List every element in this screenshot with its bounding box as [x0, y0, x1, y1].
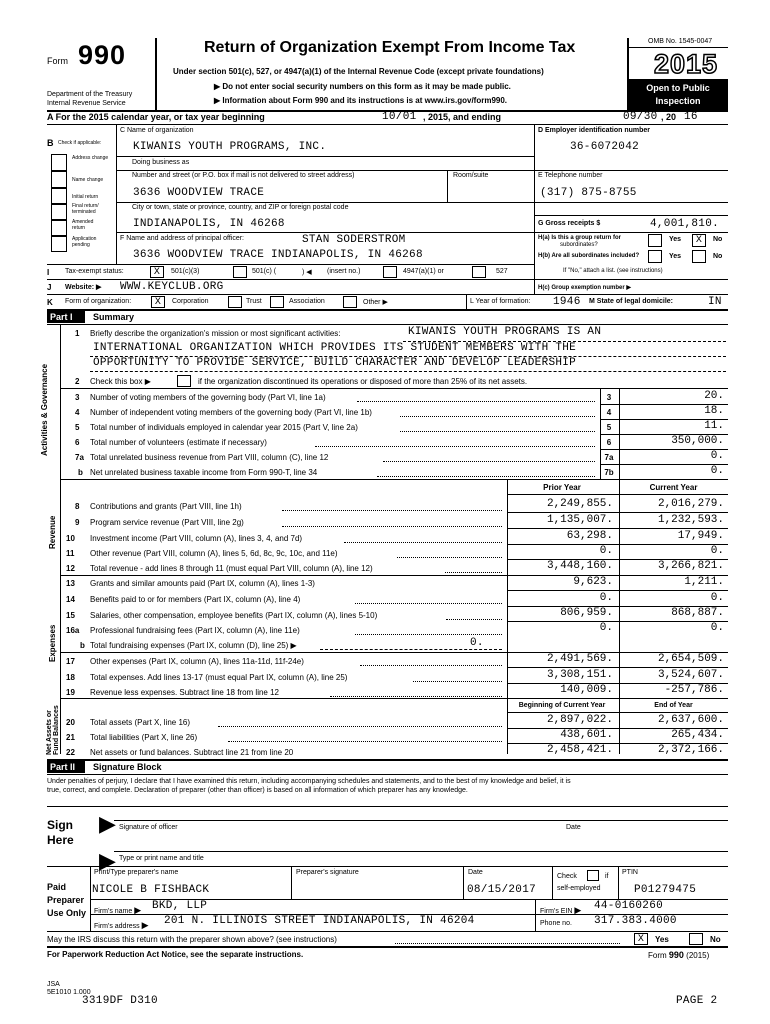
- ein-value: 36-6072042: [570, 141, 640, 153]
- checkbox-address-change[interactable]: [51, 154, 67, 171]
- sig-officer-label: Signature of officer: [119, 824, 178, 831]
- dba-label: Doing business as: [132, 159, 190, 166]
- status-4947-checkbox[interactable]: [383, 266, 397, 278]
- exp-line-label: Other expenses (Part IX, column (A), lines 11a-11d, 11f-24e): [90, 657, 304, 666]
- discuss-no-checkbox[interactable]: [689, 933, 703, 945]
- form-footer: Form 990 (2015): [648, 950, 710, 960]
- prep-check-label: Check: [557, 873, 577, 880]
- form-label: Form: [47, 56, 68, 66]
- exp-line-prior: 806,959.: [560, 607, 613, 619]
- form-title: Return of Organization Exempt From Income Tax: [204, 39, 576, 56]
- mission-line-3: OPPORTUNITY TO PROVIDE SERVICE, BUILD CHARACTER AND DEVELOP LEADERSHIP: [93, 357, 577, 369]
- exp-line-current: 2,654,509.: [657, 653, 724, 665]
- line-a-mid: , 2015, and ending: [423, 112, 502, 122]
- rev-line-label: Investment income (Part VIII, column (A), lines 3, 4, and 7d): [90, 534, 303, 543]
- rev-line-prior: 0.: [599, 545, 613, 557]
- line-k-label: K: [47, 298, 53, 307]
- firm-name-label: Firm's name ▶: [94, 905, 142, 915]
- mission-line-1: KIWANIS YOUTH PROGRAMS IS AN: [408, 326, 602, 338]
- line-1-num: 1: [75, 329, 80, 338]
- gov-line-num: 5: [75, 423, 80, 432]
- corporation-label: Corporation: [172, 298, 209, 305]
- exp-line-prior: 3,308,151.: [546, 669, 613, 681]
- exp-line-current: 3,524,607.: [657, 669, 724, 681]
- line-16b-label: Total fundraising expenses (Part IX, column (D), line 25) ▶: [90, 641, 297, 650]
- rev-line-num: 8: [75, 502, 80, 511]
- open-to-public-badge: Open to Public Inspection: [628, 79, 728, 110]
- jsa-label: JSA: [47, 981, 60, 988]
- gov-line-box: 7a: [604, 453, 614, 462]
- prep-date-label: Date: [468, 869, 483, 876]
- label-application-pending: Application pending: [72, 236, 97, 248]
- line-a-label: A For the 2015 calendar year, or tax year beginning: [47, 112, 265, 122]
- corporation-checkbox[interactable]: X: [151, 296, 165, 308]
- firm-address-label: Firm's address ▶: [94, 920, 149, 930]
- tax-year-end: 09/30: [623, 111, 658, 123]
- sign-arrow-icon-2: ▶: [99, 848, 116, 873]
- sign-arrow-icon: ▶: [99, 811, 116, 836]
- rev-line-label: Program service revenue (Part VIII, line 2g): [90, 518, 244, 527]
- line-2-label-b: if the organization discontinued its operations or disposed of more than 25% of its net assets.: [198, 377, 528, 386]
- status-501c3-checkbox[interactable]: X: [150, 266, 164, 278]
- gov-line-num: 3: [75, 393, 80, 402]
- discuss-yes-checkbox[interactable]: X: [634, 933, 648, 945]
- firm-ein: 44-0160260: [594, 900, 664, 912]
- firm-address: 201 N. ILLINOIS STREET INDIANAPOLIS, IN 46204: [164, 915, 475, 927]
- gov-line-num: 4: [75, 408, 80, 417]
- checkbox-final-return[interactable]: [51, 204, 67, 220]
- discontinued-checkbox[interactable]: [177, 375, 191, 387]
- hb-no-label: No: [713, 253, 723, 260]
- label-initial-return: Initial return: [72, 194, 99, 200]
- firm-ein-label: Firm's EIN ▶: [540, 905, 582, 915]
- mission-line-2: INTERNATIONAL ORGANIZATION WHICH PROVIDES ITS STUDENT MEMBERS WITH THE: [93, 342, 577, 354]
- hb-no-checkbox[interactable]: [692, 250, 706, 263]
- other-checkbox[interactable]: [343, 296, 357, 308]
- checkbox-amended-return[interactable]: [51, 220, 67, 236]
- rev-line-num: 10: [66, 534, 75, 543]
- status-501c-checkbox[interactable]: [233, 266, 247, 278]
- exp-line-current: 0.: [710, 622, 724, 634]
- exp-line-current: 1,211.: [684, 576, 724, 588]
- section-b-check-label: Check if applicable:: [58, 140, 102, 146]
- city-label: City or town, state or province, country, and ZIP or foreign postal code: [132, 204, 349, 211]
- gov-line-label: Total unrelated business revenue from Part VIII, column (C), line 12: [90, 453, 329, 462]
- preparer-ptin: P01279475: [634, 884, 697, 896]
- gov-line-label: Number of voting members of the governing body (Part VI, line 1a): [90, 393, 326, 402]
- exp-line-prior: 140,009.: [560, 684, 613, 696]
- instruction-website: ▶ Information about Form 990 and its instructions is at www.irs.gov/form990.: [214, 96, 508, 105]
- officer-name: STAN SODERSTROM: [302, 234, 406, 246]
- section-b-label: B: [47, 138, 54, 148]
- preparer-phone: 317.383.4000: [594, 915, 677, 927]
- gov-line-box: 7b: [604, 468, 614, 477]
- rev-line-prior: 2,249,855.: [546, 498, 613, 510]
- form-subtitle: Under section 501(c), 527, or 4947(a)(1) of the Internal Revenue Code (except private foundations): [173, 67, 544, 76]
- rev-line-prior: 3,448,160.: [546, 560, 613, 572]
- exp-line-prior: 0.: [599, 622, 613, 634]
- exp-line-prior: 0.: [599, 592, 613, 604]
- gov-line-box: 4: [606, 408, 612, 417]
- rev-line-label: Contributions and grants (Part VIII, line 1h): [90, 502, 242, 511]
- state-domicile-label: M State of legal domicile:: [589, 298, 674, 305]
- penalty-statement-2: true, correct, and complete. Declaration of preparer (other than officer) is based on all information of which preparer has any knowledge.: [47, 787, 468, 794]
- status-4947-label: 4947(a)(1) or: [403, 268, 444, 275]
- prep-sig-label: Preparer's signature: [296, 869, 359, 876]
- ha-no-checkbox[interactable]: X: [692, 234, 706, 247]
- line-2-num: 2: [75, 377, 80, 386]
- line-j-label: J: [47, 283, 52, 292]
- exp-line-prior: 9,623.: [573, 576, 613, 588]
- state-domicile-value: IN: [708, 296, 722, 308]
- gov-line-label: Net unrelated business taxable income from Form 990-T, line 34: [90, 468, 318, 477]
- exp-line-num: 15: [66, 611, 75, 620]
- net-line-current: 2,372,166.: [657, 744, 724, 756]
- rev-line-current: 0.: [710, 545, 724, 557]
- status-501c-close: ) ◀: [302, 269, 312, 276]
- status-501c-label: 501(c) (: [252, 268, 277, 275]
- net-line-label: Total liabilities (Part X, line 26): [90, 733, 198, 742]
- exp-line-label: Total expenses. Add lines 13-17 (must equal Part IX, column (A), line 25): [90, 673, 348, 682]
- other-label: Other ▶: [363, 299, 388, 306]
- department-line-2: Internal Revenue Service: [47, 100, 126, 107]
- exp-line-num: 18: [66, 673, 75, 682]
- rev-line-current: 2,016,279.: [657, 498, 724, 510]
- gov-line-num: b: [78, 468, 83, 477]
- here-label: Here: [47, 833, 74, 847]
- ptin-label: PTIN: [622, 869, 638, 876]
- part-ii-tag: Part II: [47, 761, 85, 773]
- col-current-year: Current Year: [649, 483, 698, 492]
- batch-code: 3319DF D310: [82, 995, 158, 1007]
- label-name-change: Name change: [72, 177, 104, 183]
- label-address-change: Address change: [72, 155, 109, 161]
- discuss-no-label: No: [710, 935, 721, 944]
- gov-line-num: 7a: [75, 453, 84, 462]
- exp-line-num: 14: [66, 595, 75, 604]
- gov-line-label: Total number of volunteers (estimate if necessary): [90, 438, 267, 447]
- ha-yes-label: Yes: [669, 236, 682, 243]
- prep-if-label: if: [605, 873, 609, 880]
- form-org-label: Form of organization:: [65, 298, 132, 305]
- status-527-label: 527: [496, 268, 508, 275]
- hb-yes-label: Yes: [669, 253, 682, 260]
- hc-label: H(c) Group exemption number ▶: [538, 285, 631, 291]
- tax-status-label: Tax-exempt status:: [65, 268, 124, 275]
- paperwork-notice: For Paperwork Reduction Act Notice, see the separate instructions.: [47, 950, 304, 959]
- rev-line-current: 1,232,593.: [657, 514, 724, 526]
- tax-year-begin: 10/01: [382, 111, 417, 123]
- net-line-label: Total assets (Part X, line 16): [90, 718, 191, 727]
- page-number: PAGE 2: [676, 995, 718, 1007]
- col-prior-year: Prior Year: [543, 483, 581, 492]
- preparer-name: NICOLE B FISHBACK: [92, 884, 210, 896]
- net-line-num: 21: [66, 733, 75, 742]
- section-c-name-label: C Name of organization: [120, 127, 194, 134]
- status-527-checkbox[interactable]: [472, 266, 486, 278]
- status-501c3-label: 501(c)(3): [171, 268, 200, 275]
- street-label: Number and street (or P.O. box if mail is not delivered to street address): [132, 172, 355, 179]
- ha-label-2: subordinates?: [560, 242, 598, 248]
- exp-line-label: Professional fundraising fees (Part IX, column (A), line 11e): [90, 626, 300, 635]
- line-a-yr-prefix: , 20: [661, 112, 677, 122]
- form-number: 990: [78, 40, 127, 70]
- phone-value: (317) 875-8755: [540, 187, 637, 199]
- sig-date-label: Date: [566, 824, 581, 831]
- gov-line-label: Number of independent voting members of the governing body (Part VI, line 1b): [90, 408, 372, 417]
- omb-number: OMB No. 1545-0047: [648, 38, 713, 45]
- ein-label: D Employer identification number: [538, 127, 651, 134]
- rev-line-prior: 63,298.: [566, 530, 613, 542]
- rev-line-prior: 1,135,007.: [546, 514, 613, 526]
- exp-line-current: 0.: [710, 592, 724, 604]
- net-line-prior: 438,601.: [560, 729, 613, 741]
- phone-label: E Telephone number: [538, 172, 603, 179]
- phone-no-label: Phone no.: [540, 920, 572, 927]
- line-16b-value: 0.: [470, 637, 484, 649]
- website-value: WWW.KEYCLUB.ORG: [120, 281, 224, 293]
- net-line-num: 20: [66, 718, 75, 727]
- association-checkbox[interactable]: [270, 296, 284, 308]
- org-street: 3636 WOODVIEW TRACE: [133, 187, 265, 199]
- label-final-return: Final return/ terminated: [72, 203, 99, 215]
- rev-line-num: 12: [66, 564, 75, 573]
- jsa-code: 5E1010 1.000: [47, 989, 91, 996]
- discuss-yes-label: Yes: [655, 935, 669, 944]
- rev-line-current: 17,949.: [677, 530, 724, 542]
- net-line-current: 265,434.: [671, 729, 724, 741]
- association-label: Association: [289, 298, 325, 305]
- ha-no-label: No: [713, 236, 723, 243]
- col-end-year: End of Year: [654, 702, 693, 709]
- net-line-prior: 2,897,022.: [546, 714, 613, 726]
- gross-receipts-value: 4,001,810.: [650, 218, 720, 230]
- year-formation-label: L Year of formation:: [470, 298, 531, 305]
- gov-line-label: Total number of individuals employed in calendar year 2015 (Part V, line 2a): [90, 423, 358, 432]
- trust-label: Trust: [246, 298, 262, 305]
- website-label: Website: ▶: [65, 284, 102, 291]
- side-label-revenue: Revenue: [48, 515, 57, 549]
- gov-line-value: 0.: [710, 465, 724, 477]
- hb-label: H(b) Are all subordinates included?: [538, 253, 640, 259]
- side-label-governance: Activities & Governance: [40, 363, 49, 456]
- ha-yes-checkbox[interactable]: [648, 234, 662, 247]
- gov-line-box: 5: [606, 423, 612, 432]
- exp-line-current: 868,887.: [671, 607, 724, 619]
- preparer-date: 08/15/2017: [467, 884, 537, 896]
- gov-line-box: 6: [606, 438, 612, 447]
- firm-name: BKD, LLP: [152, 900, 208, 912]
- penalty-statement-1: Under penalties of perjury, I declare that I have examined this return, including accompanying schedules and statements, and to the best of my knowledge and belief, it is: [47, 778, 571, 785]
- department-line-1: Department of the Treasury: [47, 91, 133, 98]
- line-i-label: I: [47, 268, 50, 277]
- net-line-current: 2,637,600.: [657, 714, 724, 726]
- instruction-ssn: ▶ Do not enter social security numbers on this form as it may be made public.: [214, 82, 511, 91]
- net-line-num: 22: [66, 748, 75, 757]
- net-line-label: Net assets or fund balances. Subtract line 21 from line 20: [90, 748, 294, 757]
- line-1-label: Briefly describe the organization's mission or most significant activities:: [90, 329, 341, 338]
- checkbox-initial-return[interactable]: [51, 188, 67, 204]
- gov-line-box: 3: [606, 393, 612, 402]
- line-16b-num: b: [80, 641, 85, 650]
- ha-label: H(a) Is this a group return for: [538, 235, 622, 241]
- side-label-expenses: Expenses: [48, 624, 57, 662]
- officer-label: F Name and address of principal officer:: [120, 235, 244, 242]
- tax-year-badge: 2015: [654, 49, 719, 79]
- rev-line-label: Other revenue (Part VIII, column (A), lines 5, 6d, 8c, 9c, 10c, and 11e): [90, 549, 338, 558]
- year-formation-value: 1946: [553, 296, 581, 308]
- col-beginning-year: Beginning of Current Year: [518, 702, 606, 709]
- exp-line-num: 16a: [66, 626, 80, 635]
- exp-line-label: Grants and similar amounts paid (Part IX, column (A), lines 1-3): [90, 579, 315, 588]
- exp-line-prior: 2,491,569.: [546, 653, 613, 665]
- org-name: KIWANIS YOUTH PROGRAMS, INC.: [133, 141, 327, 153]
- net-line-prior: 2,458,421.: [546, 744, 613, 756]
- exp-line-current: -257,786.: [664, 684, 724, 696]
- insert-no-label: (insert no.): [327, 268, 361, 275]
- paid-label: Paid: [47, 882, 67, 892]
- room-label: Room/suite: [453, 172, 489, 179]
- type-name-label: Type or print name and title: [119, 855, 204, 862]
- tax-year-end-yr: 16: [684, 111, 698, 123]
- gov-line-value: 18.: [704, 405, 724, 417]
- exp-line-num: 17: [66, 657, 75, 666]
- discuss-question: May the IRS discuss this return with the preparer shown above? (see instructions): [47, 935, 337, 944]
- hb-yes-checkbox[interactable]: [648, 250, 662, 263]
- exp-line-num: 13: [66, 579, 75, 588]
- org-city: INDIANAPOLIS, IN 46268: [133, 218, 285, 230]
- checkbox-application-pending[interactable]: [51, 236, 67, 252]
- officer-address: 3636 WOODVIEW TRACE INDIANAPOLIS, IN 46268: [133, 249, 423, 261]
- exp-line-label: Salaries, other compensation, employee benefits (Part IX, column (A), lines 5-10): [90, 611, 378, 620]
- gov-line-value: 350,000.: [671, 435, 724, 447]
- self-employed-checkbox[interactable]: [587, 870, 599, 881]
- rev-line-label: Total revenue - add lines 8 through 11 (must equal Part VIII, column (A), line 12): [90, 564, 373, 573]
- gov-line-num: 6: [75, 438, 80, 447]
- rev-line-current: 3,266,821.: [657, 560, 724, 572]
- trust-checkbox[interactable]: [228, 296, 242, 308]
- exp-line-label: Revenue less expenses. Subtract line 18 from line 12: [90, 688, 279, 697]
- part-i-title: Summary: [93, 312, 135, 322]
- side-label-net-assets: Net Assets or Fund Balances: [46, 705, 60, 755]
- sign-label: Sign: [47, 818, 73, 832]
- part-i-tag: Part I: [47, 311, 85, 323]
- exp-line-num: 19: [66, 688, 75, 697]
- exp-line-label: Benefits paid to or for members (Part IX, column (A), line 4): [90, 595, 301, 604]
- gov-line-value: 0.: [710, 450, 724, 462]
- gov-line-value: 11.: [704, 420, 724, 432]
- prep-name-label: Print/Type preparer's name: [94, 869, 179, 876]
- gross-receipts-label: G Gross receipts $: [538, 220, 601, 227]
- use-only-label: Use Only: [47, 908, 87, 918]
- checkbox-name-change[interactable]: [51, 171, 67, 188]
- gov-line-value: 20.: [704, 390, 724, 402]
- label-amended-return: Amended return: [72, 219, 94, 231]
- line-2-label-a: Check this box ▶: [90, 377, 151, 386]
- self-employed-label: self-employed: [557, 885, 601, 892]
- rev-line-num: 9: [75, 518, 80, 527]
- preparer-label: Preparer: [47, 895, 85, 905]
- rev-line-num: 11: [66, 549, 75, 558]
- part-ii-title: Signature Block: [93, 762, 162, 772]
- hb-note: If "No," attach a list. (see instructions): [563, 268, 663, 274]
